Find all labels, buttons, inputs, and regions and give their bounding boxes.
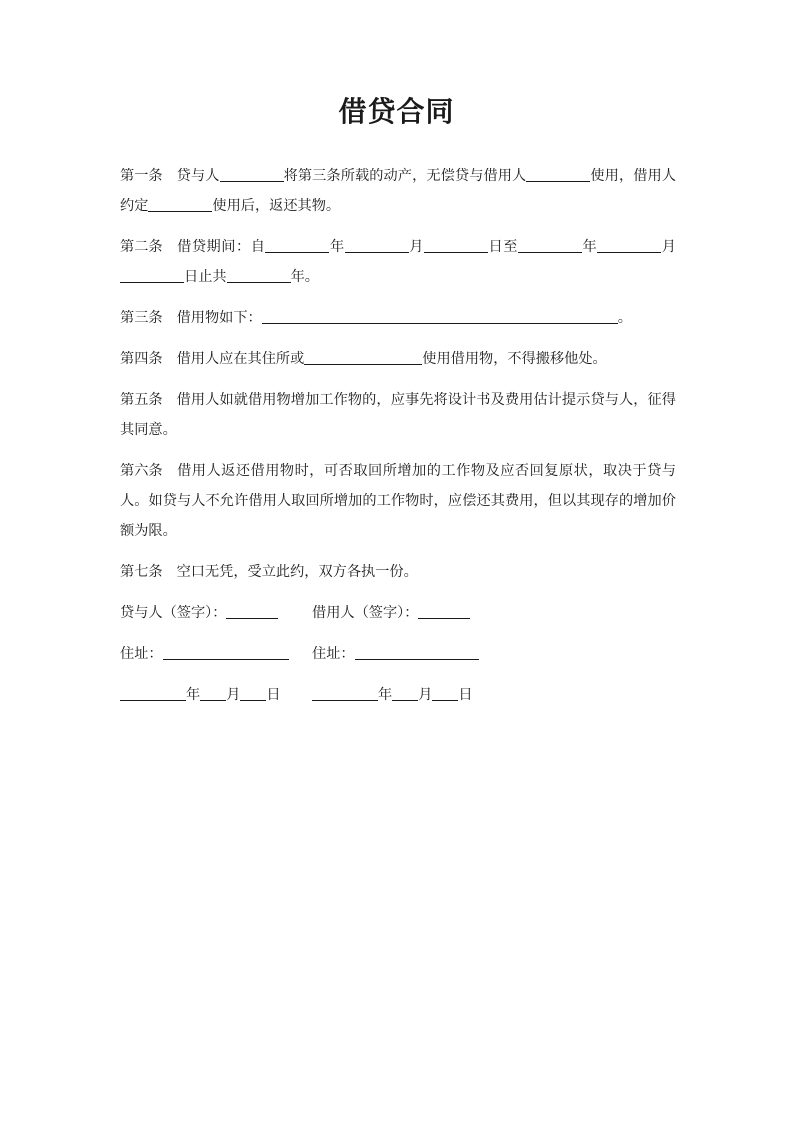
lender-signature-blank[interactable]	[226, 603, 278, 619]
lender-month-blank[interactable]	[200, 685, 226, 701]
article-2	[120, 232, 676, 292]
borrower-month-blank[interactable]	[392, 685, 418, 701]
article-2-text-2: 年	[329, 239, 345, 255]
date-row	[120, 680, 676, 710]
article-5-text: 借用人如就借用物增加工作物的，应事先将设计书及费用估计提示贷与人，征得其同意。	[120, 392, 676, 438]
article-7-label: 第七条	[120, 564, 163, 580]
article-2-text-7: 日止共	[184, 269, 227, 285]
usage-purpose-blank[interactable]	[148, 196, 212, 212]
end-year-blank[interactable]	[518, 237, 582, 253]
article-4-label: 第四条	[120, 351, 163, 367]
article-2-text-3: 月	[408, 239, 424, 255]
contract-body	[120, 161, 676, 721]
borrower-name-blank[interactable]	[526, 166, 590, 182]
article-4-text-2: 使用借用物，不得搬移他处。	[422, 351, 607, 367]
address-row	[120, 639, 676, 669]
article-2-text-4: 日至	[487, 239, 518, 255]
start-month-blank[interactable]	[345, 237, 409, 253]
borrower-address	[312, 639, 512, 669]
lender-year-label: 年	[186, 687, 201, 703]
borrower-date	[312, 680, 512, 710]
borrower-address-blank[interactable]	[355, 644, 479, 660]
borrower-signature	[312, 598, 512, 628]
article-1-text-2: 将第三条所载的动产，无偿贷与借用人	[283, 168, 527, 184]
article-4-text-1: 借用人应在其住所或	[176, 351, 305, 367]
signature-row	[120, 598, 676, 628]
lender-address	[120, 639, 312, 669]
article-5-label: 第五条	[120, 392, 163, 408]
lender-signature-label: 贷与人（签字）：	[120, 605, 227, 621]
article-2-text-1: 借贷期间：自	[176, 239, 266, 255]
lender-year-blank[interactable]	[120, 685, 186, 701]
article-4	[120, 344, 676, 374]
article-1-text-4: 使用后，返还其物。	[212, 198, 341, 214]
lender-month-label: 月	[226, 687, 241, 703]
borrower-month-label: 月	[418, 687, 433, 703]
lender-address-blank[interactable]	[163, 644, 289, 660]
article-2-text-5: 年	[581, 239, 598, 255]
article-1-text-3: 使用，借用人约定	[120, 168, 676, 214]
article-6-label: 第六条	[120, 463, 163, 479]
article-3-text-1: 借用物如下：	[176, 310, 262, 326]
borrower-address-label: 住址：	[312, 646, 355, 662]
borrower-year-label: 年	[378, 687, 393, 703]
article-2-text-8: 年。	[290, 269, 319, 285]
article-5	[120, 385, 676, 445]
lender-date	[120, 680, 312, 710]
article-6-text: 借用人返还借用物时，可否取回所增加的工作物及应否回复原状，取决于贷与人。如贷与人不允许借用人取回所增加的工作物时，应偿还其费用，但以其现存的增加价额为限。	[120, 463, 676, 539]
total-years-blank[interactable]	[227, 267, 291, 283]
usage-location-blank[interactable]	[304, 349, 422, 365]
article-7	[120, 557, 676, 587]
borrower-signature-label: 借用人（签字）：	[312, 605, 419, 621]
article-1	[120, 161, 676, 221]
start-year-blank[interactable]	[265, 237, 329, 253]
lender-signature	[120, 598, 312, 628]
borrower-year-blank[interactable]	[312, 685, 378, 701]
page-title: 借贷合同	[338, 95, 455, 128]
lender-day-label: 日	[266, 687, 281, 703]
borrower-day-label: 日	[458, 687, 473, 703]
article-3-text-2: 。	[617, 310, 632, 326]
lender-name-blank[interactable]	[220, 166, 284, 182]
article-2-label: 第二条	[120, 239, 163, 255]
borrowed-items-blank[interactable]	[262, 308, 618, 324]
article-3-label: 第三条	[120, 310, 163, 326]
lender-address-label: 住址：	[120, 646, 163, 662]
borrower-signature-blank[interactable]	[418, 603, 470, 619]
end-day-blank[interactable]	[120, 267, 184, 283]
article-1-text-1: 贷与人	[176, 168, 220, 184]
lender-day-blank[interactable]	[240, 685, 266, 701]
article-2-text-6: 月	[661, 239, 676, 255]
article-1-label: 第一条	[120, 168, 163, 184]
article-7-text: 空口无凭，受立此约，双方各执一份。	[176, 564, 418, 580]
article-6	[120, 456, 676, 546]
end-month-blank[interactable]	[597, 237, 661, 253]
borrower-day-blank[interactable]	[432, 685, 458, 701]
start-day-blank[interactable]	[424, 237, 488, 253]
article-3	[120, 303, 676, 333]
